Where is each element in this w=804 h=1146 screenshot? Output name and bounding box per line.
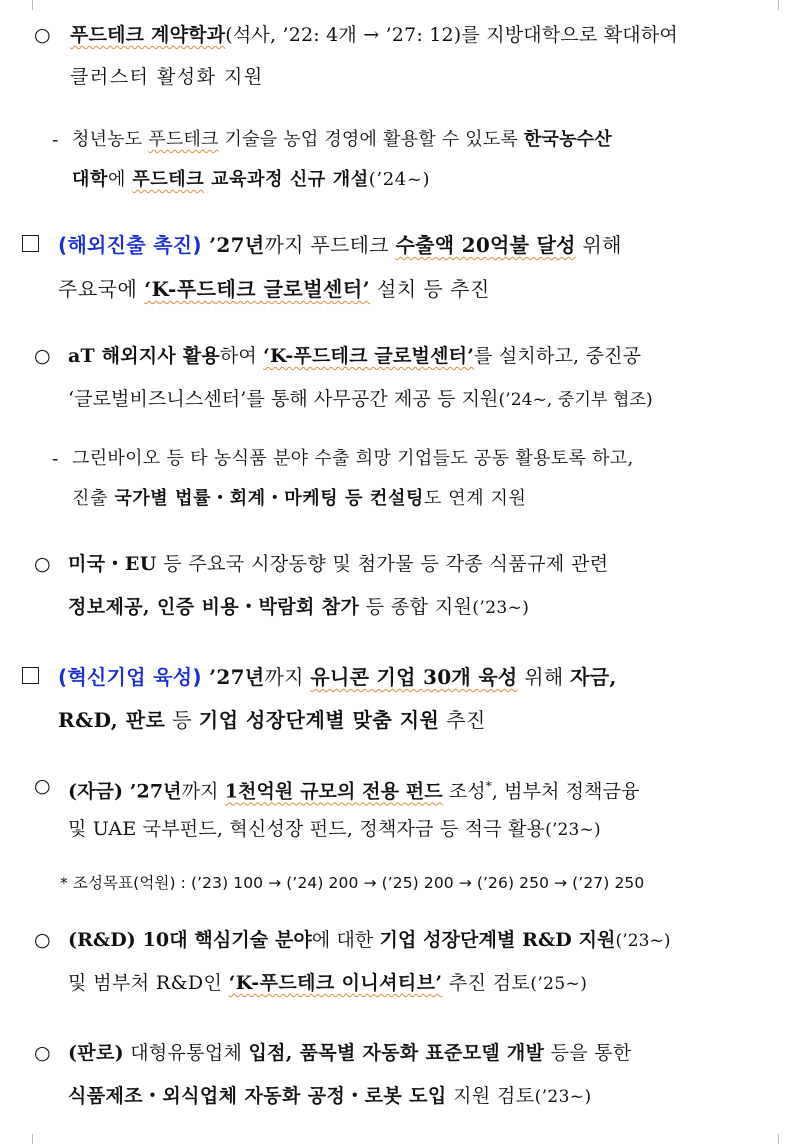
circle-bullet-icon: ○ [34,1042,51,1064]
bold-phrase: ’27년 [201,665,265,689]
text-run: 에 [107,169,133,190]
circle-bullet-icon: ○ [34,24,51,46]
bold-phrase: 자금, [570,665,617,689]
section-heading-line [58,232,622,258]
text-run: (’23~) [472,598,530,618]
paragraph-line [72,127,612,153]
text-run: 청년농도 [72,129,149,150]
circle-bullet-icon: ○ [34,775,51,797]
section-heading-marker [22,232,39,258]
text-run: 추진 검토 [442,972,531,994]
paragraph-line [68,1083,592,1110]
square-bullet-icon [22,667,39,684]
dash-bullet-line [52,446,58,472]
underlined-term: 1천억원 규모의 전용 펀드 [224,780,443,803]
section-heading-marker [22,664,39,690]
bold-phrase: (판로) [68,1042,124,1064]
corner-mark-bottom-left [22,1134,33,1144]
paragraph-line [72,167,430,193]
bold-phrase: 푸드테크 계약학과 [70,24,226,46]
bold-phrase: 기업 성장단계별 R&D 지원 [379,929,616,951]
bullet-line [34,1040,51,1066]
paragraph-line [72,446,634,472]
footnote-text: * 조성목표(억원) : (’23) 100 → (’24) 200 → (’25) 200 → (’26) 250 → (’27) 250 [60,874,645,892]
text-run: 조성 [442,780,486,803]
text-run: 위해 [575,233,622,257]
paragraph-line [70,22,678,48]
paragraph-line [58,707,486,733]
paragraph-line [68,816,601,843]
text-run: (’23~) [534,1087,592,1107]
bold-phrase: R&D, 판로 [58,708,166,732]
underlined-term: ‘K-푸드테크 글로벌센터’ [263,345,475,367]
bullet-line [34,22,51,48]
footnote-line [60,870,644,896]
bullet-line [34,343,51,369]
paragraph-line [68,927,671,954]
underlined-term: 푸드테크 [132,169,205,190]
bold-phrase: 입점, 품목별 자동화 표준모델 개발 [248,1042,545,1064]
circle-bullet-icon: ○ [34,553,51,575]
bullet-line [34,773,51,799]
bullet-line [34,927,51,953]
text-run: 대형유통업체 [123,1042,249,1064]
text-run: 기술을 농업 경영에 활용할 수 있도록 [218,129,524,150]
text-run: 클러스터 활성화 지원 [70,66,264,88]
bold-phrase: 미국・EU [68,553,157,575]
text-run: 까지 [181,780,225,803]
bold-phrase: 정보제공, 인증 비용・박람회 참가 [68,596,360,618]
text-run: (’23~) [615,931,671,951]
dash-bullet-icon: - [52,129,59,151]
text-run: 등 [165,708,199,732]
text-run: 지원 검토 [446,1085,535,1107]
text-run: (’24~) [368,169,431,190]
text-run: 도 연계 지원 [423,488,527,509]
underlined-term: ‘K-푸드테크 글로벌센터’ [144,277,371,301]
paragraph-line [68,1040,632,1066]
bold-phrase: ’27년 [201,233,265,257]
text-run: 등을 통한 [544,1042,632,1064]
bullet-line [34,551,51,577]
paragraph-line [68,594,529,621]
text-run: (’23~) [545,820,601,840]
text-run: 및 범부처 R&D인 [68,972,229,994]
underlined-term: 유니콘 기업 30개 육성 [310,665,518,689]
text-run: 추진 [439,708,486,732]
text-run: 등 종합 지원 [359,596,473,618]
bold-phrase: 한국농수산 [523,129,612,150]
text-run: (’25~) [530,974,588,994]
paragraph-line [58,276,490,302]
text-run: 그린바이오 등 타 농식품 분야 수출 희망 기업들도 공동 활용토록 하고, [72,448,634,469]
paragraph-line [68,343,641,369]
circle-bullet-icon: ○ [34,929,51,951]
text-run: 주요국에 [58,277,145,301]
text-run: (석사, ’22: 4개 → ’27: 12)를 지방대학으로 확대하여 [225,24,678,46]
bold-phrase: 기업 성장단계별 맞춤 지원 [198,708,440,732]
bold-phrase: 교육과정 신규 개설 [204,169,369,190]
bold-phrase: (R&D) 10대 핵심기술 분야 [68,929,312,951]
text-run: 등 주요국 시장동향 및 첨가물 등 각종 식품규제 관련 [156,553,609,575]
bold-phrase: 국가별 법률・회계・마케팅 등 컨설팅 [114,488,424,509]
corner-mark-bottom-right [778,1134,789,1144]
text-run: 하여 [219,345,264,367]
corner-mark-top-right [778,0,789,10]
text-run: 진출 [72,488,115,509]
dash-bullet-line [52,127,58,153]
text-run: 까지 푸드테크 [264,233,396,257]
text-run: , 범부처 정책금융 [491,780,640,803]
text-run: 에 대한 [311,929,380,951]
underlined-term: 수출액 20억불 달성 [395,233,576,257]
underlined-term: 푸드테크 [148,129,219,150]
paragraph-line [68,386,653,413]
text-run: 설치 등 추진 [370,277,490,301]
section-heading-line [58,664,617,690]
bold-phrase: aT 해외지사 활용 [68,345,220,367]
bold-phrase: (자금) ’27년 [68,780,182,803]
section-title: (해외진출 촉진) [58,233,202,257]
text-run: 를 설치하고, 중진공 [474,345,642,367]
section-title: (혁신기업 육성) [58,665,202,689]
text-run: (’24~, 중기부 협조) [498,390,653,410]
square-bullet-icon [22,235,39,252]
paragraph-line [70,64,264,90]
text-run: 및 UAE 국부펀드, 혁신성장 펀드, 정책자금 등 적극 활용 [68,818,546,840]
circle-bullet-icon: ○ [34,345,51,367]
text-run: 위해 [517,665,571,689]
corner-mark-top-left [22,0,33,10]
footnote-marker: * [485,779,492,793]
text-run: ‘글로벌비즈니스센터’를 통해 사무공간 제공 등 지원 [68,388,499,410]
dash-bullet-icon: - [52,448,59,470]
bold-phrase: 식품제조・외식업체 자동화 공정・로봇 도입 [68,1085,447,1107]
bold-phrase: 대학 [72,169,108,190]
paragraph-line [68,970,587,997]
underlined-term: ‘K-푸드테크 이니셔티브’ [228,972,443,994]
text-run: 까지 [264,665,311,689]
paragraph-line [68,773,639,804]
paragraph-line [72,486,527,512]
paragraph-line [68,551,609,577]
